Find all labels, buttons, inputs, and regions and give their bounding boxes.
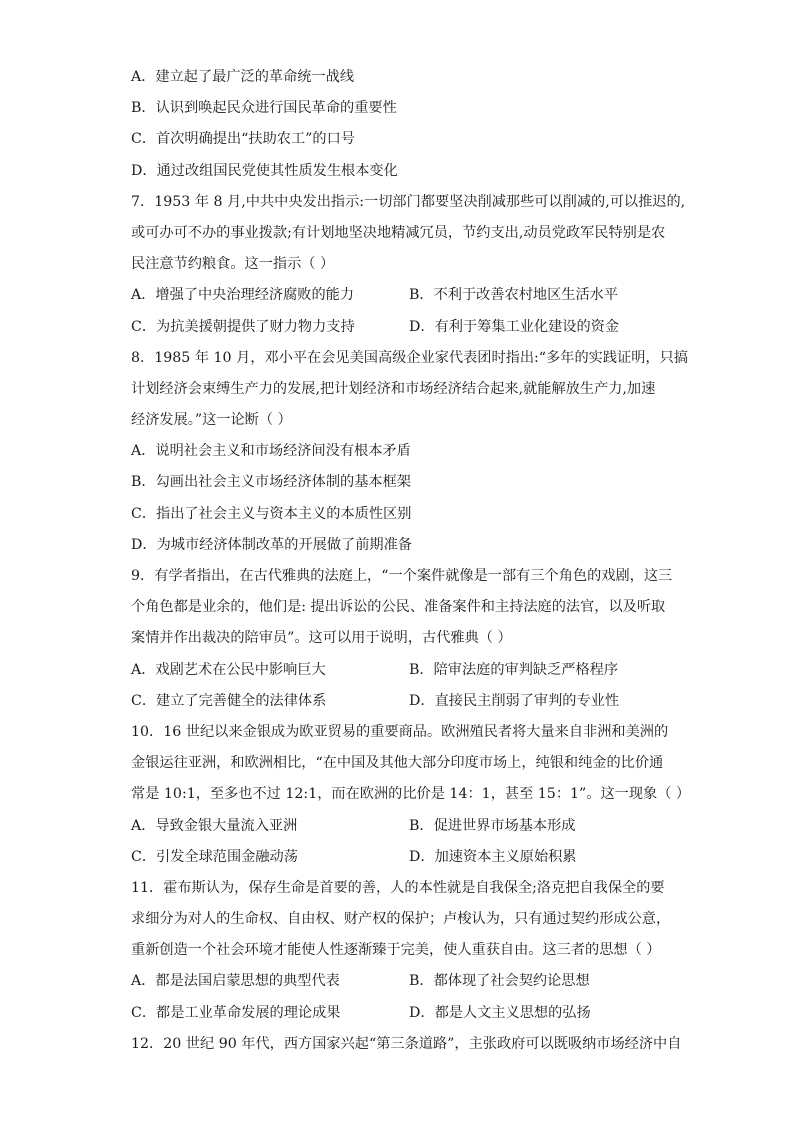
q10-option-d[interactable]: D．加速资本主义原始积累 — [409, 848, 577, 865]
q11-option-d[interactable]: D．都是人文主义思想的弘扬 — [409, 1004, 591, 1021]
exam-page — [131, 62, 691, 1060]
q11-stem-line: 求细分为对人的生命权、自由权、财产权的保护；卢梭认为，只有通过契约形成公意， — [131, 911, 671, 928]
q7-option-d[interactable]: D．有利于筹集工业化建设的资金 — [409, 318, 620, 335]
q10-stem-line: 常是 10:1，至多也不过 12:1，而在欧洲的比价是 14：1，甚至 15：1”。这一现象（ ） — [131, 786, 691, 803]
q8-stem-line: 计划经济会束缚生产力的发展,把计划经济和市场经济结合起来,就能解放生产力,加速 — [131, 380, 656, 397]
q6-options — [131, 62, 665, 187]
q10-options-row — [131, 811, 665, 842]
q8-option-b[interactable]: B．勾画出社会主义市场经济体制的基本框架 — [131, 474, 411, 491]
q12-stem-line: 12．20 世纪 90 年代，西方国家兴起“第三条道路”，主张政府可以既吸纳市场经济中自 — [131, 1035, 682, 1052]
q9-options-row — [131, 686, 665, 717]
q11-option-b[interactable]: B．都体现了社会契约论思想 — [409, 973, 590, 990]
q8-stem-line: 经济发展。”这一论断（ ） — [131, 412, 292, 429]
q10-option-a[interactable]: A．导致金银大量流入亚洲 — [131, 817, 298, 834]
q9-stem-line: 个角色都是业余的，他们是: 提出诉讼的公民、准备案件和主持法庭的法官，以及听取 — [131, 599, 666, 616]
q11-option-a[interactable]: A．都是法国启蒙思想的典型代表 — [131, 973, 340, 990]
q7-options-row — [131, 280, 665, 311]
q11-options-row — [131, 998, 665, 1029]
q7-option-c[interactable]: C．为抗美援朝提供了财力物力支持 — [131, 318, 355, 335]
q8-option-d[interactable]: D．为城市经济体制改革的开展做了前期准备 — [131, 536, 412, 553]
question-9 — [131, 561, 673, 717]
q11-options-row — [131, 966, 665, 997]
q6-option-b[interactable]: B．认识到唤起民众进行国民革命的重要性 — [131, 100, 397, 117]
q6-option-c[interactable]: C．首次明确提出“扶助农工”的口号 — [131, 131, 355, 148]
question-10 — [131, 717, 691, 873]
q7-options-row — [131, 312, 665, 343]
q6-option-d[interactable]: D．通过改组国民党使其性质发生根本变化 — [131, 162, 398, 179]
q6-option-a[interactable]: A．建立起了最广泛的革命统一战线 — [131, 69, 355, 85]
q11-stem-line: 重新创造一个社会环境才能使人性逐渐臻于完美，使人重获自由。这三者的思想（ ） — [131, 942, 661, 959]
q7-stem-line: 民注意节约粮食。这一指示（ ） — [131, 256, 335, 273]
question-11 — [131, 873, 671, 1029]
q8-option-a[interactable]: A．说明社会主义和市场经济间没有根本矛盾 — [131, 443, 411, 460]
q11-stem-line: 11．霍布斯认为，保存生命是首要的善，人的本性就是自我保全;洛克把自我保全的要 — [131, 879, 665, 896]
q7-option-b[interactable]: B．不利于改善农村地区生活水平 — [409, 287, 619, 304]
q10-option-b[interactable]: B．促进世界市场基本形成 — [409, 817, 576, 834]
q9-stem-line: 案情并作出裁决的陪审员”。这可以用于说明，古代雅典（ ） — [131, 630, 512, 647]
q10-stem-line: 金银运往亚洲，和欧洲相比，“在中国及其他大部分印度市场上，纯银和纯金的比价通 — [131, 755, 664, 772]
q8-stem-line: 8．1985 年 10 月，邓小平在会见美国高级企业家代表团时指出:“多年的实践证明，只搞 — [131, 349, 688, 366]
question-8 — [131, 343, 688, 561]
q7-option-a[interactable]: A．增强了中央治理经济腐败的能力 — [131, 287, 355, 304]
q9-option-a[interactable]: A．戏剧艺术在公民中影响巨大 — [131, 661, 326, 678]
q9-option-d[interactable]: D．直接民主削弱了审判的专业性 — [409, 692, 620, 709]
q7-stem-line: 或可办可不办的事业拨款;有计划地坚决地精减冗员，节约支出,动员党政军民特别是农 — [131, 224, 666, 241]
q11-option-c[interactable]: C．都是工业革命发展的理论成果 — [131, 1004, 341, 1021]
q8-option-c[interactable]: C．指出了社会主义与资本主义的本质性区别 — [131, 505, 412, 522]
q9-option-c[interactable]: C．建立了完善健全的法律体系 — [131, 692, 327, 709]
q7-stem-line: 7．1953 年 8 月,中共中央发出指示:一切部门都要坚决削减那些可以削减的,可以推迟的, — [131, 193, 686, 210]
question-7 — [131, 187, 686, 343]
q9-option-b[interactable]: B．陪审法庭的审判缺乏严格程序 — [409, 661, 619, 678]
question-12 — [131, 1029, 682, 1060]
q10-options-row — [131, 842, 665, 873]
q9-options-row — [131, 655, 665, 686]
q10-option-c[interactable]: C．引发全球范围金融动荡 — [131, 848, 298, 865]
q9-stem-line: 9．有学者指出，在古代雅典的法庭上，“一个案件就像是一部有三个角色的戏剧，这三 — [131, 568, 673, 584]
q10-stem-line: 10．16 世纪以来金银成为欧亚贸易的重要商品。欧洲殖民者将大量来自非洲和美洲的 — [131, 723, 669, 740]
